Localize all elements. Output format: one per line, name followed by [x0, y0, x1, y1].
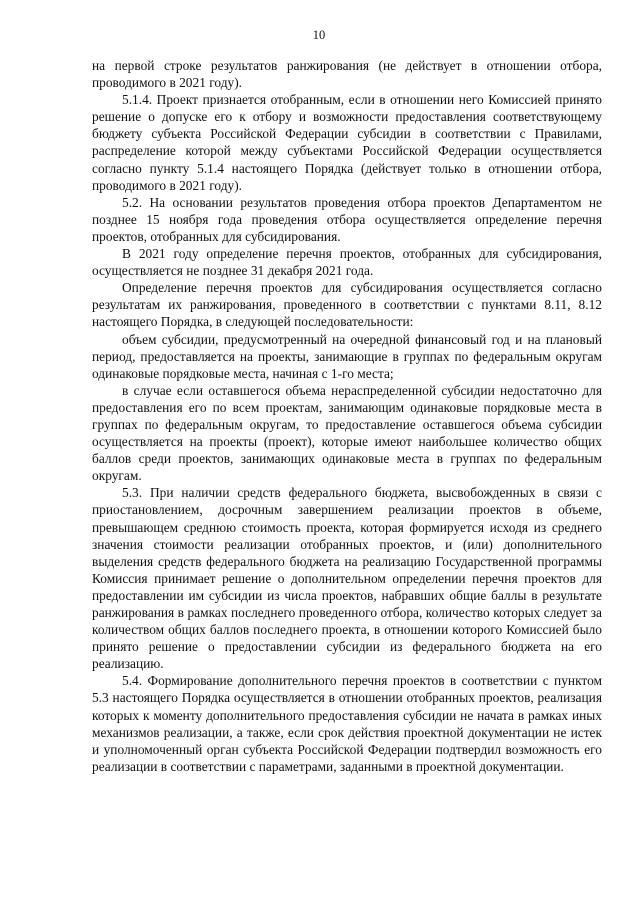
paragraph-2021-deadline: В 2021 году определение перечня проектов, отобранных для субсидирования, осуществляется не позднее 31 декабря 2021 года.: [92, 246, 602, 279]
paragraph-subsidy-volume: объем субсидии, предусмотренный на очередной финансовый год и на плановый период, предоставляется на проекты, занимающие в группах по федеральным округам одинаковые порядковые места, начиная с 1-го места;: [92, 331, 602, 381]
paragraph-selection-order: Определение перечня проектов для субсидирования осуществляется согласно результатам их ранжирования, проведенного в соответствии с пунктами 8.11, 8.12 настоящего Порядка, в следующей последовательности:: [92, 280, 602, 330]
paragraph-5-3: 5.3. При наличии средств федерального бюджета, высвобожденных в связи с приостановлением, досрочным завершением реализации проектов в объеме, превышающем среднюю стоимость проекта, которая формируется исходя из среднего значения стоимости реализации отобранных проектов, и (или) дополнительного выделения средств федерального бюджета на реализацию Государственной программы Комиссия принимает решение о дополнительном определении перечня проектов для предоставлении им субсидии из числа проектов, набравших общие баллы в результате ранжирования в рамках последнего проведенного отбора, количество которых следует за количеством общих баллов последнего проекта, в отношении которого Комиссией было принято решение о предоставлении субсидии из федерального бюджета на его реализацию.: [92, 485, 602, 672]
paragraph-5-2: 5.2. На основании результатов проведения отбора проектов Департаментом не позднее 15 ноября года проведения отбора осуществляется определение перечня проектов, отобранных для субсидирования.: [92, 194, 602, 244]
paragraph-5-1-4: 5.1.4. Проект признается отобранным, если в отношении него Комиссией принято решение о допуске его к отбору и возможности предоставления соответствующему бюджету субъекта Российской Федерации субсидии в соответствии с Правилами, распределение которой между субъектами Российской Федерации осуществляется согласно пункту 5.1.4 настоящего Порядка (действует только в отношении отбора, проводимого в 2021 году).: [92, 92, 602, 193]
paragraph-continuation: на первой строке результатов ранжирования (не действует в отношении отбора, проводимого в 2021 году).: [92, 58, 602, 91]
paragraph-remaining-subsidy: в случае если оставшегося объема нераспределенной субсидии недостаточно для предоставления его по всем проектам, занимающим одинаковые порядковые места в группах по федеральным округам, то предоставление оставшегося объема субсидии осуществляется на проекты (проект), которые имеют наибольшее количество общих баллов среди проектов, занимающих одинаковые места в группах по федеральным округам.: [92, 382, 602, 484]
page-number: 10: [312, 28, 326, 42]
paragraph-5-4: 5.4. Формирование дополнительного перечня проектов в соответствии с пунктом 5.3 настоящего Порядка осуществляется в отношении отобранных проектов, реализация которых к моменту дополнительного предоставления субсидии не начата в рамках иных механизмов реализации, а также, если срок действия проектной документации не истек и уполномоченный орган субъекта Российской Федерации подтвердил возможность его реализации в соответствии с параметрами, заданными в проектной документации.: [92, 673, 602, 774]
